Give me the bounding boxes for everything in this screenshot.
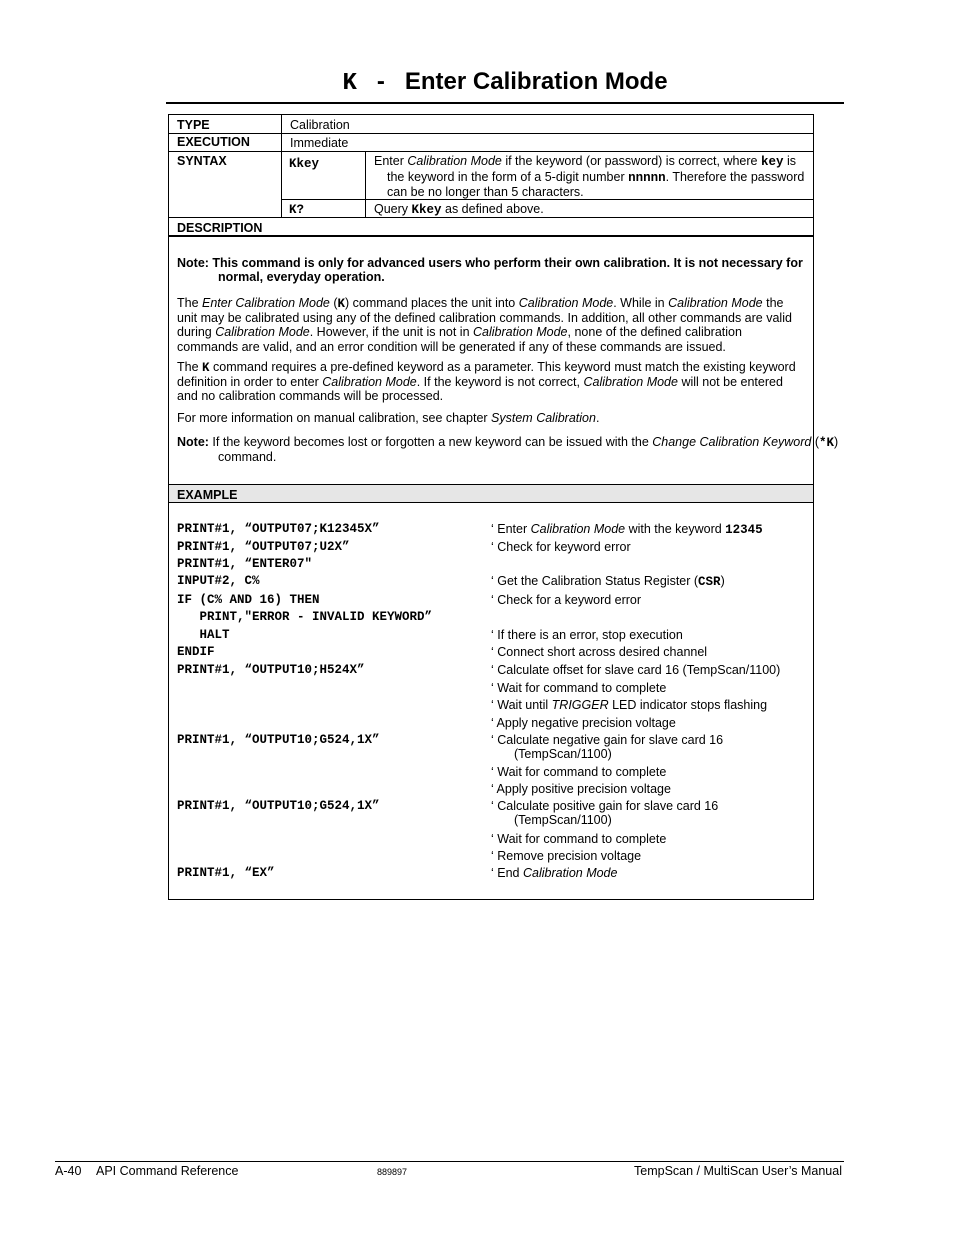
type-label: TYPE [169, 115, 281, 133]
syntax-row [169, 152, 813, 218]
note-advanced-users: Note: This command is only for advanced users who perform their own calibration. It is not necessary for normal, everyday operation. [177, 256, 803, 285]
code-line: PRINT#1, “OUTPUT10;H524X” [177, 663, 365, 677]
type-value: Calibration [281, 115, 813, 133]
syntax1-command: Kkey [281, 152, 365, 200]
code-comment: ‘ Calculate positive gain for slave card 16 (TempScan/1100) [491, 799, 719, 828]
code-comment: ‘ Connect short across desired channel [491, 645, 708, 659]
page-title [166, 68, 844, 97]
syntax2-command: K? [281, 200, 365, 218]
title-dash: - [376, 68, 385, 95]
code-comment: ‘ Apply positive precision voltage [491, 782, 671, 796]
footer-doc-number: 889897 [377, 1167, 408, 1177]
title-underline [166, 102, 844, 104]
description-header: DESCRIPTION [169, 218, 813, 237]
code-comment: ‘ Wait for command to complete [491, 681, 667, 695]
code-line: PRINT#1, “OUTPUT10;G524,1X” [177, 733, 380, 747]
code-line: PRINT#1, “OUTPUT07;K12345X” [177, 522, 380, 536]
title-command-letter: K [342, 70, 357, 97]
code-line: INPUT#2, C% [177, 574, 260, 588]
description-paragraph-2: The K command requires a pre-defined keyword as a parameter. This keyword must match the existing keyword definition in order to enter Calibration Mode. If the keyword is not correct, Calibration Mode will not be entered and no calibration commands will be processed. [177, 360, 796, 404]
footer-page-number: A-40 [55, 1164, 82, 1178]
code-comment: ‘ Remove precision voltage [491, 849, 642, 863]
title-text: Enter Calibration Mode [404, 68, 668, 95]
footer-section: API Command Reference [96, 1164, 239, 1178]
description-paragraph-3: For more information on manual calibration, see chapter System Calibration. [177, 411, 600, 425]
syntax2-description: Query Kkey as defined above. [365, 200, 813, 218]
code-line: PRINT#1, “ENTER07" [177, 557, 313, 571]
code-comment: ‘ Apply negative precision voltage [491, 716, 676, 730]
code-comment: ‘ Get the Calibration Status Register (CSR) [491, 574, 725, 589]
footer-manual-title: TempScan / MultiScan User’s Manual [634, 1164, 842, 1178]
code-line: PRINT#1, “OUTPUT07;U2X” [177, 540, 350, 554]
example-header: EXAMPLE [169, 484, 813, 503]
code-comment: ‘ Wait until TRIGGER LED indicator stops flashing [491, 698, 768, 712]
code-comment: ‘ Wait for command to complete [491, 832, 667, 846]
code-comment: ‘ Wait for command to complete [491, 765, 667, 779]
description-paragraph-1: The Enter Calibration Mode (K) command places the unit into Calibration Mode. While in Calibration Mode the unit may be calibrated using any of the defined calibration commands. In addition, all other commands are valid during Calibration Mode. However, if the unit is not in Calibration Mode, none of the defined calibration commands are valid, and an error condition will be generated if any of these commands are issued. [177, 296, 792, 354]
footer-rule [55, 1161, 844, 1162]
code-line: PRINT,"ERROR - INVALID KEYWORD” [177, 610, 433, 624]
note-lost-keyword: Note: If the keyword becomes lost or forgotten a new keyword can be issued with the Change Calibration Keyword (*K) command. [177, 435, 839, 465]
code-line: ENDIF [177, 645, 215, 659]
code-line: HALT [177, 628, 230, 642]
execution-row [169, 134, 813, 152]
execution-value: Immediate [281, 134, 813, 151]
code-comment: ‘ End Calibration Mode [491, 866, 618, 880]
code-line: PRINT#1, “EX” [177, 866, 275, 880]
code-comment: ‘ Calculate offset for slave card 16 (TempScan/1100) [491, 663, 781, 677]
code-comment: ‘ Check for a keyword error [491, 593, 642, 607]
code-line: PRINT#1, “OUTPUT10;G524,1X” [177, 799, 380, 813]
code-comment: ‘ If there is an error, stop execution [491, 628, 683, 642]
code-line: IF (C% AND 16) THEN [177, 593, 320, 607]
syntax1-description: Enter Calibration Mode if the keyword (or password) is correct, where key is the keyword in the form of a 5-digit number nnnnn. Therefore the password can be no longer than 5 characters. [365, 152, 813, 200]
code-comment: ‘ Calculate negative gain for slave card 16 (TempScan/1100) [491, 733, 724, 762]
command-table [168, 114, 839, 900]
code-comment: ‘ Enter Calibration Mode with the keyword 12345 [491, 522, 763, 537]
code-comment: ‘ Check for keyword error [491, 540, 631, 554]
type-row [169, 115, 813, 134]
execution-label: EXECUTION [169, 134, 281, 151]
syntax-label: SYNTAX [169, 152, 281, 217]
